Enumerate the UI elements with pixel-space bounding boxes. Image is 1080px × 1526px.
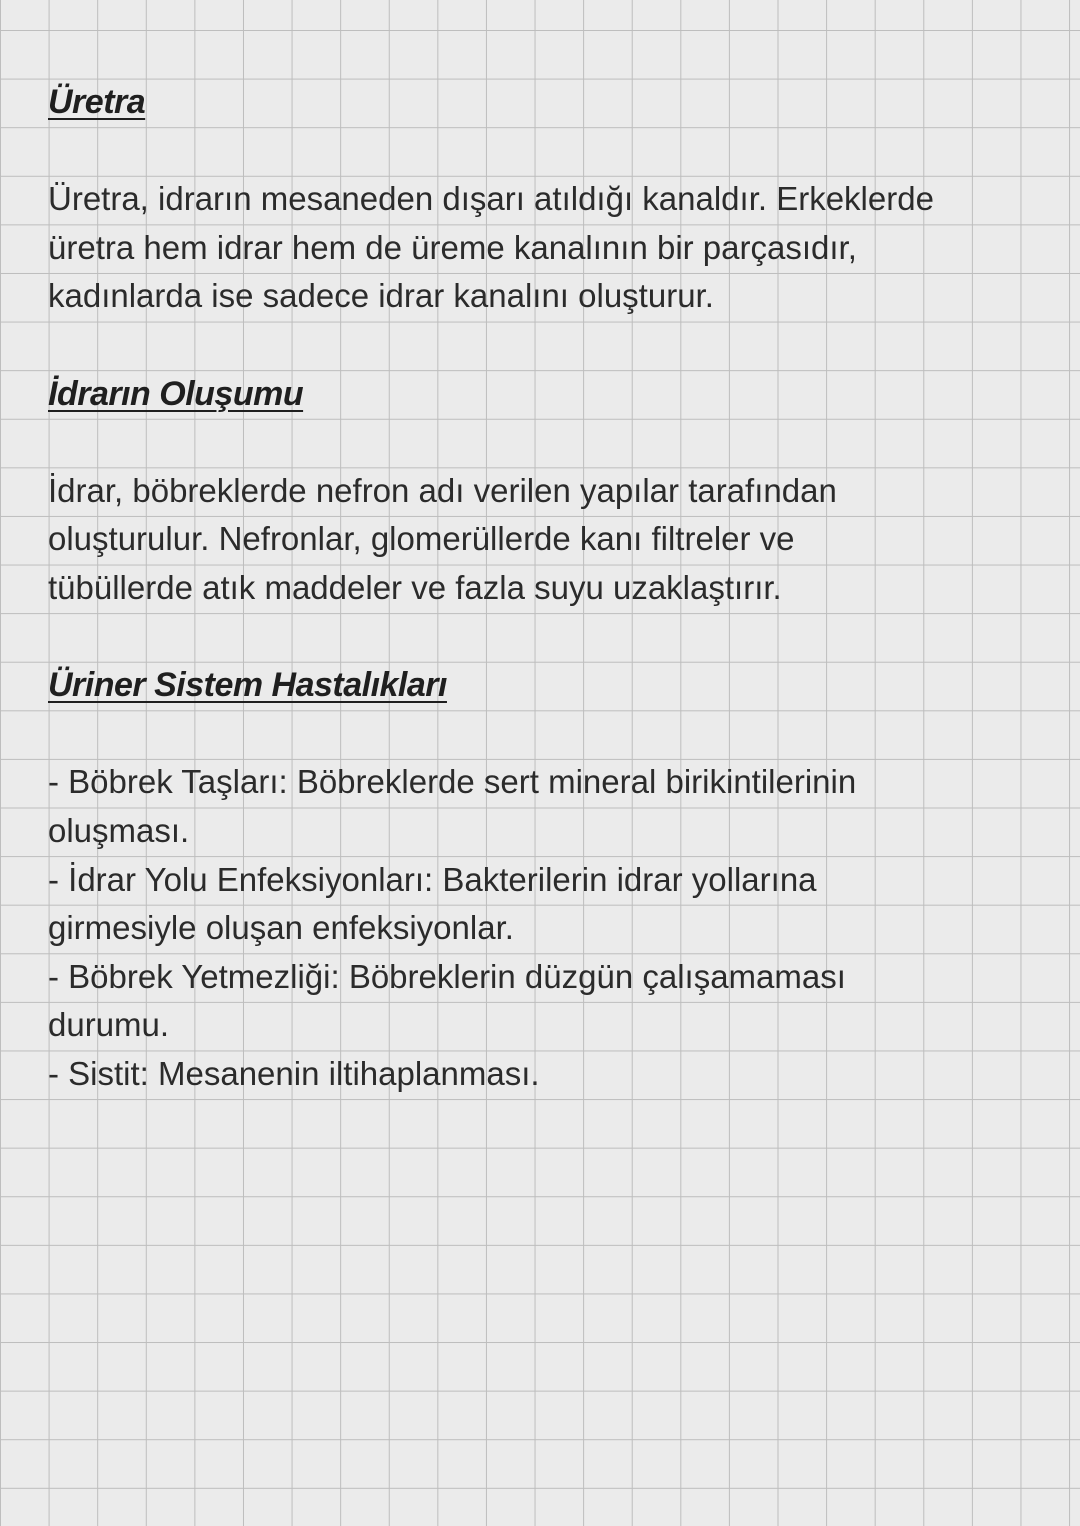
section-heading-idrarin-olusumu: İdrarın Oluşumu — [48, 374, 304, 413]
text-line: tübüllerde atık maddeler ve fazla suyu uzaklaştırır. — [48, 568, 782, 606]
spacer — [48, 321, 1038, 370]
text-line: oluşturulur. Nefronlar, glomerüllerde kanı filtreler ve — [48, 520, 795, 558]
paragraph-idrarin-olusumu — [48, 467, 1038, 613]
spacer — [48, 418, 1038, 467]
list-item: - İdrar Yolu Enfeksiyonları: Bakterilerin idrar yollarına — [48, 860, 817, 898]
disease-list — [48, 758, 1038, 1098]
spacer — [48, 127, 1038, 176]
section-heading-uretra: Üretra — [48, 83, 146, 121]
list-item: - Böbrek Taşları: Böbreklerde sert mineral birikintilerinin — [48, 763, 857, 801]
spacer — [48, 613, 1038, 662]
paragraph-uretra — [48, 175, 1038, 321]
list-item: - Sistit: Mesanenin iltihaplanması. — [48, 1054, 540, 1092]
text-line: kadınlarda ise sadece idrar kanalını oluşturur. — [48, 277, 714, 315]
text-line: üretra hem idrar hem de üreme kanalının bir parçasıdır, — [48, 228, 857, 266]
text-line: Üretra, idrarın mesaneden dışarı atıldığı kanaldır. Erkeklerde — [48, 180, 934, 218]
note-content — [48, 78, 1038, 1098]
list-item-continuation: durumu. — [48, 1006, 170, 1044]
list-item: - Böbrek Yetmezliği: Böbreklerin düzgün çalışamaması — [48, 957, 846, 995]
section-heading-uriner-sistem-hastaliklari: Üriner Sistem Hastalıkları — [48, 666, 447, 705]
list-item-continuation: girmesiyle oluşan enfeksiyonlar. — [48, 909, 514, 947]
text-line: İdrar, böbreklerde nefron adı verilen yapılar tarafından — [48, 471, 837, 509]
spacer — [48, 710, 1038, 759]
list-item-continuation: oluşması. — [48, 811, 190, 849]
